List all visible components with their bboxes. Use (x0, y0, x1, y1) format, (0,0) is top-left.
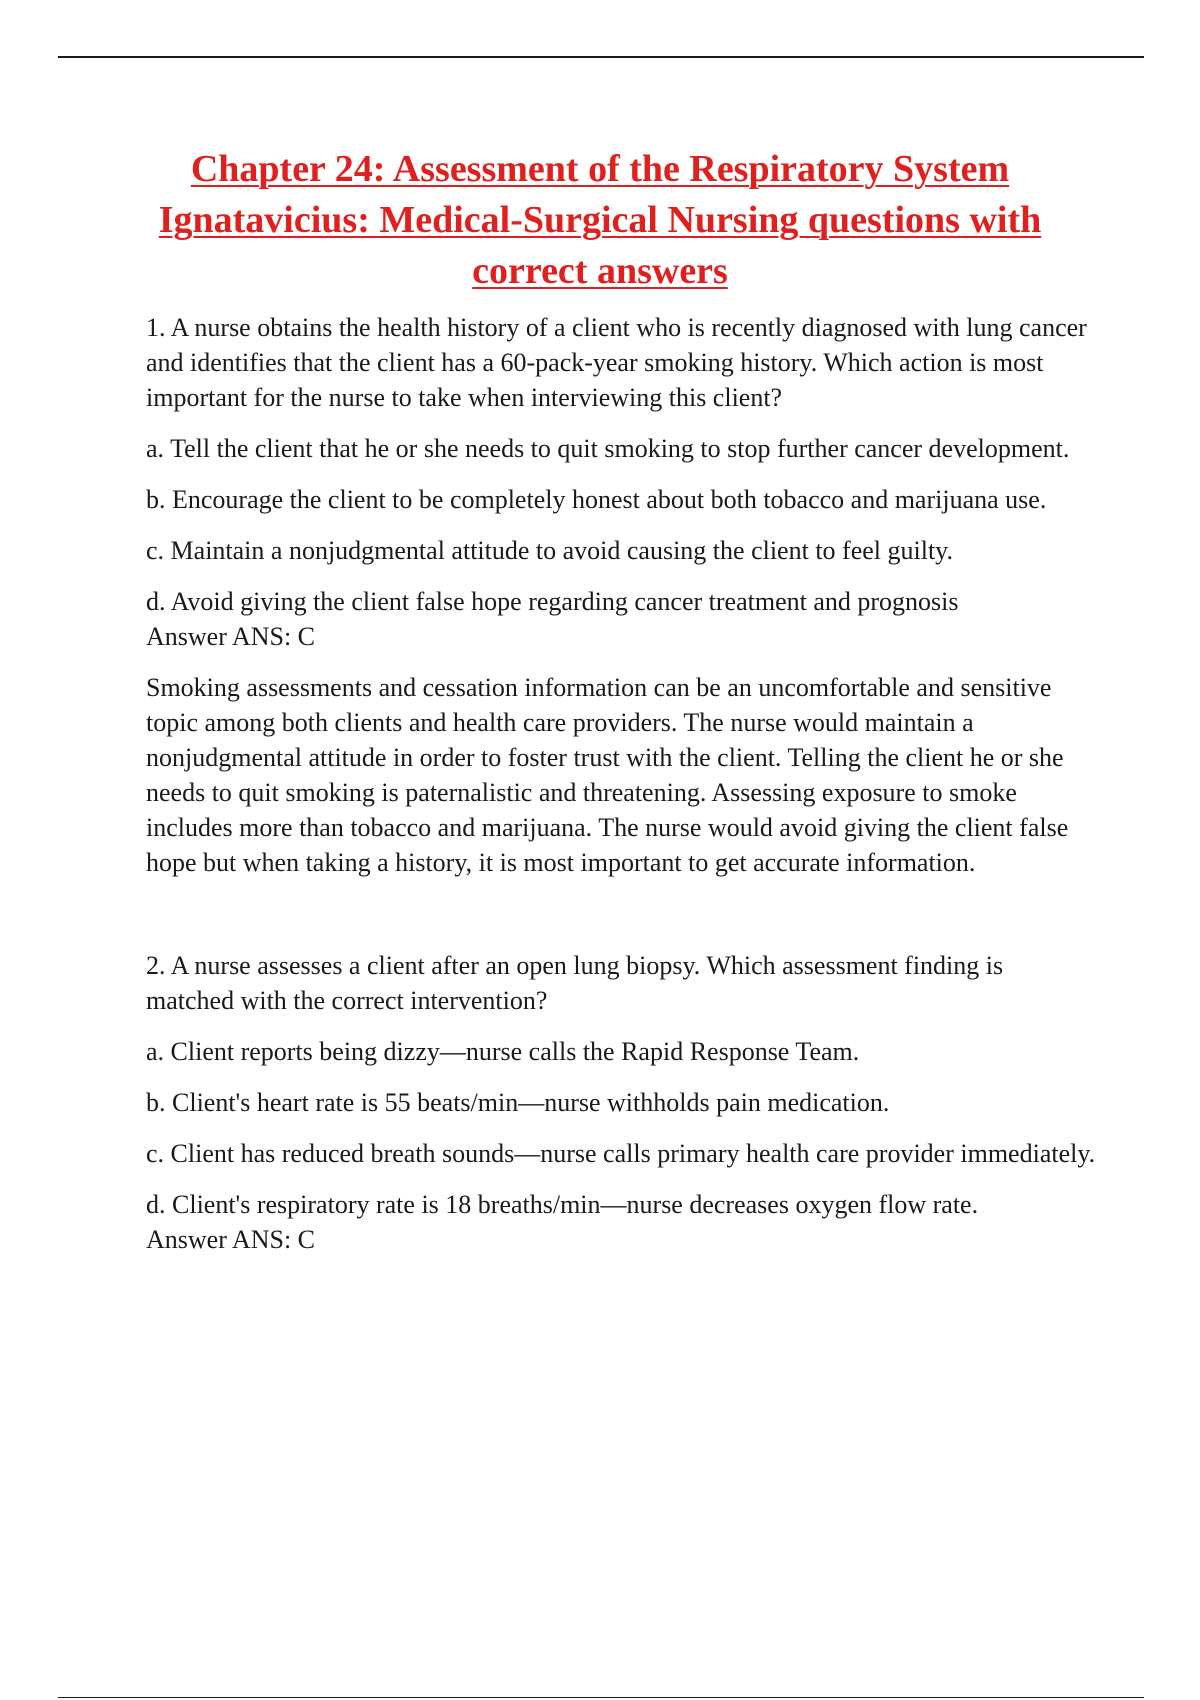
option-c: c. Client has reduced breath sounds—nurse calls primary health care provider immediately. (146, 1139, 1096, 1168)
option-a: a. Client reports being dizzy—nurse calls the Rapid Response Team. (146, 1037, 860, 1066)
document-body (146, 310, 1096, 1273)
option-d: d. Client's respiratory rate is 18 breaths/min—nurse decreases oxygen flow rate. (146, 1190, 979, 1219)
answer-key: Answer ANS: C (146, 1225, 316, 1254)
option-d: d. Avoid giving the client false hope regarding cancer treatment and prognosis (146, 587, 959, 616)
question-1 (146, 310, 1096, 880)
bottom-rule (58, 1697, 1144, 1698)
option-c: c. Maintain a nonjudgmental attitude to avoid causing the client to feel guilty. (146, 536, 953, 565)
option-d-with-answer (146, 1187, 1096, 1257)
question-stem: 1. A nurse obtains the health history of a client who is recently diagnosed with lung cancer and identifies that the client has a 60-pack-year smoking history. Which action is most important for the nurse to take when interviewing this client? (146, 313, 1087, 412)
title-line-3: correct answers (472, 250, 728, 292)
question-2 (146, 948, 1096, 1257)
document-title (120, 144, 1080, 297)
question-stem: 2. A nurse assesses a client after an open lung biopsy. Which assessment finding is matched with the correct intervention? (146, 951, 1004, 1015)
top-rule (58, 56, 1144, 58)
option-a: a. Tell the client that he or she needs to quit smoking to stop further cancer development. (146, 434, 1070, 463)
title-line-1: Chapter 24: Assessment of the Respiratory System (190, 148, 1010, 190)
option-b: b. Encourage the client to be completely honest about both tobacco and marijuana use. (146, 485, 1047, 514)
question-spacer (146, 896, 1096, 948)
option-d-with-answer (146, 584, 1096, 654)
rationale: Smoking assessments and cessation information can be an uncomfortable and sensitive topic among both clients and health care providers. The nurse would maintain a nonjudgmental attitude in order to foster trust with the client. Telling the client he or she needs to quit smoking is paternalistic and threatening. Assessing exposure to smoke includes more than tobacco and marijuana. The nurse would avoid giving the client false hope but when taking a history, it is most important to get accurate information. (146, 673, 1069, 877)
title-line-2: Ignatavicius: Medical-Surgical Nursing questions with (158, 199, 1042, 241)
option-b: b. Client's heart rate is 55 beats/min—nurse withholds pain medication. (146, 1088, 890, 1117)
answer-key: Answer ANS: C (146, 622, 316, 651)
